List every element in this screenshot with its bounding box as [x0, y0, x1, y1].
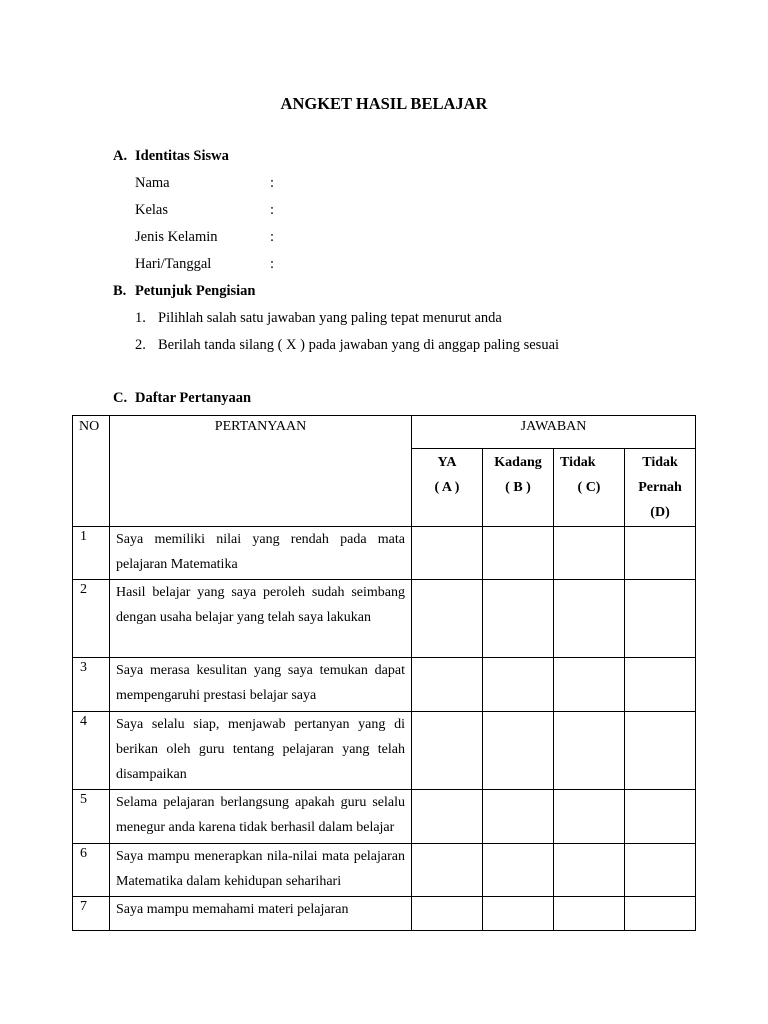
row-number: 5 [73, 790, 110, 844]
answer-cell-a[interactable] [412, 844, 483, 897]
answer-cell-b[interactable] [483, 790, 554, 844]
header-option-c [554, 449, 625, 527]
field-colon-hari-tanggal: : [270, 256, 275, 272]
section-c-heading [113, 390, 251, 407]
row-question: Saya memiliki nilai yang rendah pada mata pelajaran Matematika [110, 527, 412, 580]
table-row [73, 897, 696, 931]
field-colon-nama: : [270, 175, 275, 191]
answer-cell-c[interactable] [554, 658, 625, 712]
answer-cell-d[interactable] [625, 790, 696, 844]
row-question: Selama pelajaran berlangsung apakah guru selalu menegur anda karena tidak berhasil dalam belajar [110, 790, 412, 844]
instruction-1-num: 1. [135, 310, 146, 326]
answer-cell-c[interactable] [554, 527, 625, 580]
answer-cell-d[interactable] [625, 844, 696, 897]
row-number: 4 [73, 712, 110, 790]
section-b-heading [113, 283, 255, 300]
answer-cell-a[interactable] [412, 527, 483, 580]
section-a-letter: A. [113, 148, 128, 164]
section-c-title: Daftar Pertanyaan [135, 390, 252, 406]
header-question: PERTANYAAN [110, 416, 412, 527]
table-row [73, 790, 696, 844]
header-answer: JAWABAN [412, 416, 696, 449]
field-label-nama: Nama [135, 175, 170, 191]
answer-cell-c[interactable] [554, 844, 625, 897]
option-d-line3: (D) [650, 505, 670, 520]
field-colon-jenis-kelamin: : [270, 229, 275, 245]
row-question: Hasil belajar yang saya peroleh sudah seimbang dengan usaha belajar yang telah saya lakukan [110, 580, 412, 658]
answer-cell-d[interactable] [625, 527, 696, 580]
answer-cell-a[interactable] [412, 897, 483, 931]
section-b-letter: B. [113, 283, 127, 299]
table-row [73, 580, 696, 658]
option-c-line1: Tidak [560, 455, 596, 470]
answer-cell-d[interactable] [625, 712, 696, 790]
answer-cell-b[interactable] [483, 844, 554, 897]
page-title: ANGKET HASIL BELAJAR [280, 94, 488, 113]
instruction-2-text: Berilah tanda silang ( X ) pada jawaban yang di anggap paling sesuai [158, 337, 560, 353]
header-option-d [625, 449, 696, 527]
row-number: 7 [73, 897, 110, 931]
answer-cell-c[interactable] [554, 897, 625, 931]
answer-cell-b[interactable] [483, 527, 554, 580]
option-b-line2: ( B ) [505, 480, 531, 495]
answer-cell-d[interactable] [625, 580, 696, 658]
row-number: 1 [73, 527, 110, 580]
option-a-line1: YA [437, 455, 457, 470]
header-option-b [483, 449, 554, 527]
instruction-2 [135, 337, 559, 354]
instruction-1-text: Pilihlah salah satu jawaban yang paling tepat menurut anda [158, 310, 502, 326]
option-a-line2: ( A ) [434, 480, 460, 495]
answer-cell-a[interactable] [412, 658, 483, 712]
answer-cell-a[interactable] [412, 712, 483, 790]
field-colon-kelas: : [270, 202, 275, 218]
row-number: 3 [73, 658, 110, 712]
option-d-line2: Pernah [638, 480, 682, 495]
instruction-1 [135, 310, 502, 327]
header-option-a [412, 449, 483, 527]
section-c-letter: C. [113, 390, 128, 406]
row-question: Saya merasa kesulitan yang saya temukan dapat mempengaruhi prestasi belajar saya [110, 658, 412, 712]
table-row [73, 527, 696, 580]
table-row [73, 658, 696, 712]
field-label-kelas: Kelas [135, 202, 169, 218]
answer-cell-c[interactable] [554, 712, 625, 790]
option-b-line1: Kadang [494, 455, 542, 470]
instruction-2-num: 2. [135, 337, 146, 353]
table-row [73, 712, 696, 790]
section-b-title: Petunjuk Pengisian [135, 283, 256, 299]
section-a-heading [113, 148, 229, 165]
row-question: Saya mampu menerapkan nila-nilai mata pelajaran Matematika dalam kehidupan seharihari [110, 844, 412, 897]
answer-cell-b[interactable] [483, 712, 554, 790]
option-c-line2: ( C) [577, 480, 601, 495]
row-number: 2 [73, 580, 110, 658]
answer-cell-b[interactable] [483, 897, 554, 931]
answer-cell-a[interactable] [412, 790, 483, 844]
field-label-jenis-kelamin: Jenis Kelamin [135, 229, 218, 245]
table-row [73, 844, 696, 897]
row-question: Saya selalu siap, menjawab pertanyan yang di berikan oleh guru tentang pelajaran yang telah disampaikan [110, 712, 412, 790]
section-a-title: Identitas Siswa [135, 148, 229, 164]
row-question: Saya mampu memahami materi pelajaran [110, 897, 412, 931]
row-number: 6 [73, 844, 110, 897]
answer-cell-c[interactable] [554, 580, 625, 658]
answer-cell-b[interactable] [483, 580, 554, 658]
header-no: NO [73, 416, 110, 527]
field-label-hari-tanggal: Hari/Tanggal [135, 256, 212, 272]
answer-cell-a[interactable] [412, 580, 483, 658]
answer-cell-d[interactable] [625, 897, 696, 931]
answer-cell-c[interactable] [554, 790, 625, 844]
option-d-line1: Tidak [642, 455, 678, 470]
answer-cell-d[interactable] [625, 658, 696, 712]
answer-cell-b[interactable] [483, 658, 554, 712]
question-table [72, 415, 696, 931]
